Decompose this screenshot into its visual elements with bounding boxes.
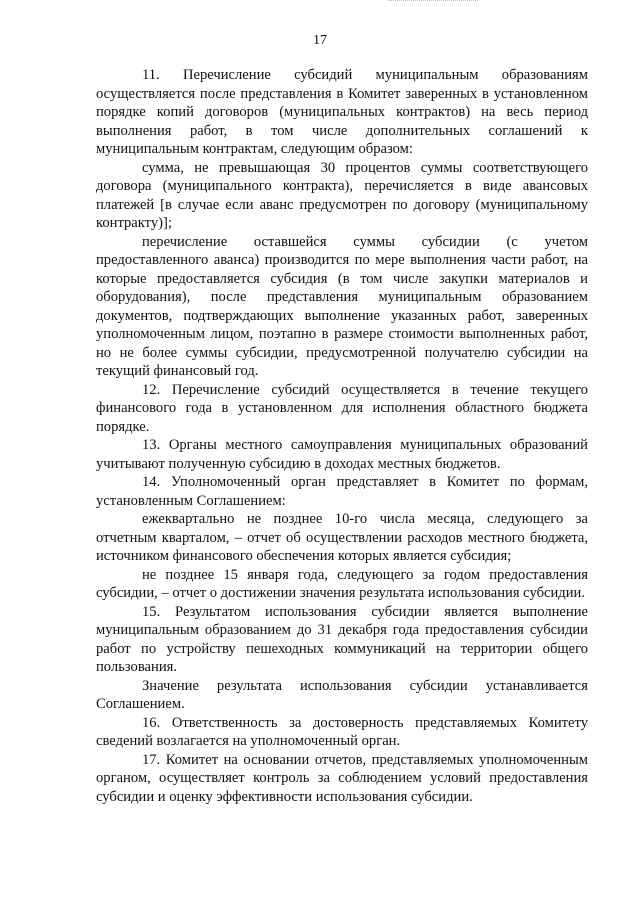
paragraph-16: 16. Ответственность за достоверность представляемых Комитету сведений возлагается на уполномоченный орган. bbox=[96, 714, 588, 749]
paragraph-14-annual: не позднее 15 января года, следующего за годом предоставления субсидии, – отчет о достижении значения результата использования субсидии. bbox=[96, 566, 588, 601]
page-number: 17 bbox=[313, 33, 327, 48]
paragraph-14: 14. Уполномоченный орган представляет в Комитет по формам, установленным Соглашением: bbox=[96, 474, 588, 509]
paragraph-12: 12. Перечисление субсидий осуществляется в течение текущего финансового года в установленном для исполнения областного бюджета порядке. bbox=[96, 381, 588, 435]
document-body bbox=[96, 66, 588, 806]
paragraph-11-advance: сумма, не превышающая 30 процентов суммы соответствующего договора (муниципального контракта), перечисляется в виде авансовых платежей [в случае если аванс предусмотрен по договору (муниципальному контракту)]; bbox=[96, 159, 588, 231]
paragraph-11: 11. Перечисление субсидий муниципальным образованиям осуществляется после представления в Комитет заверенных в установленном порядке копий договоров (муниципальных контрактов) на весь период выполнения работ, в том числе дополнительных соглашений к муниципальным контрактам, следующим образом: bbox=[96, 67, 588, 157]
paragraph-11-remainder: перечисление оставшейся суммы субсидии (с учетом предоставленного аванса) производится по мере выполнения части работ, на которые предоставляется субсидия (в том числе закупки материалов и оборудования), после представления муниципальным образованием документов, подтверждающих выполнение указанных работ, заверенных уполномоченным лицом, поэтапно в размере стоимости выполненных работ, но не более суммы субсидии, предусмотренной получателю субсидии на текущий финансовый год. bbox=[96, 233, 588, 379]
paragraph-13: 13. Органы местного самоуправления муниципальных образований учитывают полученную субсидию в доходах местных бюджетов. bbox=[96, 437, 588, 472]
paragraph-14-quarterly: ежеквартально не позднее 10-го числа месяца, следующего за отчетным кварталом, – отчет об осуществлении расходов местного бюджета, источником финансового обеспечения которых является субсидия; bbox=[96, 511, 588, 564]
paragraph-15-value: Значение результата использования субсидии устанавливается Соглашением. bbox=[96, 677, 588, 712]
paragraph-17: 17. Комитет на основании отчетов, представляемых уполномоченным органом, осуществляет контроль за соблюдением условий предоставления субсидии и оценку эффективности использования субсидии. bbox=[96, 751, 588, 805]
paragraph-15: 15. Результатом использования субсидии является выполнение муниципальным образованием до 31 декабря года предоставления субсидии работ по устройству пешеходных коммуникаций на территории общего пользования. bbox=[96, 603, 588, 675]
scan-artifact bbox=[388, 0, 478, 2]
